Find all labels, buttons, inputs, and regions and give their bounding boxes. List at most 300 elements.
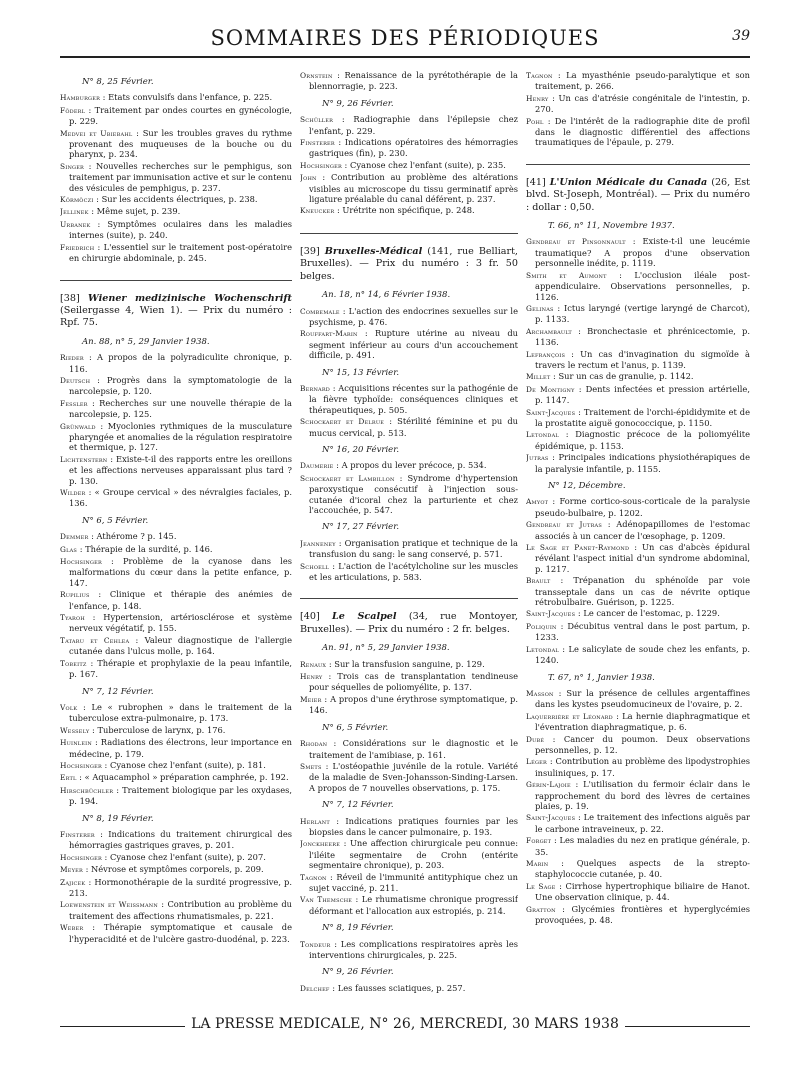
- article-title: Athérome ? p. 145.: [96, 531, 177, 542]
- article-author: Rupilius: [60, 590, 90, 600]
- article-title: Ictus laryngé (vertige laryngé de Charcot), p. 1133.: [535, 302, 750, 325]
- article-entry: Rupilius : Clinique et thérapie des anémies de l'enfance, p. 148.: [60, 589, 292, 611]
- article-author: Huinlein: [60, 738, 92, 748]
- article-author: Wilder: [60, 488, 86, 497]
- article-entry: Singer : Nouvelles recherches sur le pemphigus, son traitement par immunisation active et sur le contenu des vésicules de pemphigus, p. 237.: [60, 160, 292, 193]
- article-title: La hernie diaphragmatique et l'éventration diaphragmatique, p. 6.: [535, 710, 750, 733]
- issue-heading: An. 18, n° 14, 6 Février 1938.: [322, 290, 451, 301]
- journal-number: [39]: [300, 245, 320, 257]
- issue-heading: N° 9, 26 Février.: [322, 967, 394, 978]
- article-title: Même sujet, p. 239.: [96, 206, 181, 217]
- article-author: John: [300, 173, 317, 183]
- article-title: A propos de la polyradiculite chronique, p. 116.: [69, 352, 292, 374]
- footer-text-wrap: [60, 1016, 750, 1032]
- issue-heading: N° 8, 19 Février.: [82, 813, 154, 824]
- article-title: Le « rubrophen » dans le traitement de la tuberculose extra-pulmonaire, p. 173.: [69, 701, 292, 724]
- article-entry: Renaux : Sur la transfusion sanguine, p. 129.: [300, 658, 485, 669]
- article-entry: Schüller : Radiographie dans l'épilepsie chez l'enfant, p. 229.: [300, 114, 518, 136]
- article-entry: Demmer : Athérome ? p. 145.: [60, 531, 177, 542]
- article-entry: Letondal : Le salicylate de soude chez les enfants, p. 1240.: [526, 643, 750, 666]
- article-author: Gendreau et Jutras: [526, 520, 602, 530]
- article-title: « Aquacamphol » préparation camphrée, p. 192.: [84, 772, 289, 783]
- journal-heading: [60, 293, 292, 330]
- article-entry: Gelinas : Ictus laryngé (vertige laryngé de Charcot), p. 1133.: [526, 302, 750, 325]
- article-entry: Le Sage et Panet-Raymond : Un cas d'abcès épidural révélant l'aspect initial d'un syndrome abdominal, p. 1217.: [526, 542, 750, 574]
- article-author: Ornstein: [300, 71, 333, 80]
- article-title: Le salicylate de soude chez les enfants, p. 1240.: [535, 643, 750, 666]
- article-entry: Kneucker : Urétrite non spécifique, p. 248.: [300, 205, 475, 216]
- article-author: Urbanek: [60, 219, 91, 229]
- article-title: L'ostéopathie juvénile de la rotule. Variété de la maladie de Sven-Johansson-Sinding-Larsen. A propos de 7 nouvelles observations, p. 175.: [309, 760, 518, 793]
- article-author: Rhodan: [300, 739, 328, 749]
- article-title: Sur un cas de granulie, p. 1142.: [558, 371, 694, 382]
- article-title: Contribution au problème du traitement des affections rhumatismales, p. 221.: [69, 899, 292, 921]
- article-author: Volk: [60, 702, 78, 712]
- article-author: Fessler: [60, 398, 88, 408]
- issue-heading: N° 17, 27 Février.: [322, 522, 400, 533]
- article-author: Van Themsche: [300, 895, 353, 905]
- article-author: Grünwald: [60, 421, 96, 431]
- article-author: Rieder: [60, 353, 84, 363]
- article-title: Un cas d'invagination du sigmoïde à travers le rectum et l'anus, p. 1139.: [535, 348, 750, 370]
- issue-heading: N° 6, 5 Février.: [322, 722, 389, 733]
- article-title: Radiations des électrons, leur importance en médecine, p. 179.: [69, 737, 292, 759]
- article-entry: Gratton : Glycémies frontières et hyperglycémies provoquées, p. 48.: [526, 903, 750, 926]
- article-entry: Hochsinger : Cyanose chez l'enfant (suite), p. 207.: [60, 851, 266, 862]
- article-author: Jonckheere: [300, 839, 341, 849]
- article-title: Sur les accidents électriques, p. 238.: [101, 194, 258, 205]
- article-entry: Fessler : Recherches sur une nouvelle thérapie de la narcolepsie, p. 125.: [60, 397, 292, 420]
- article-entry: Smith et Aumont : L'occlusion iléale post-appendiculaire. Observations personnelles, p. 1126.: [526, 269, 750, 302]
- article-author: Herlant: [300, 816, 330, 826]
- article-author: Loewenstein et Weissmann: [60, 900, 158, 910]
- article-entry: Meyer : Névrose et symptômes corporels, p. 209.: [60, 864, 264, 875]
- issue-heading: N° 7, 12 Février.: [82, 686, 154, 697]
- article-author: Lefrançois: [526, 349, 566, 359]
- article-entry: Saint-Jacques : Le cancer de l'estomac, p. 1229.: [526, 608, 720, 619]
- article-title: Bronchectasie et phrénicectomie, p. 1136.: [535, 325, 750, 348]
- journal-details: (141, rue Belliart, Bruxelles). — Prix du numéro : 3 fr. 50 belges.: [300, 245, 518, 282]
- article-entry: Daumerie : A propos du lever précoce, p. 534.: [300, 460, 487, 471]
- article-entry: Hochsinger : Cyanose chez l'enfant (suite), p. 235.: [300, 159, 506, 170]
- article-author: Pohl: [526, 116, 544, 126]
- article-entry: Herlant : Indications pratiques fournies par les biopsies dans le cancer pulmonaire, p. 193.: [300, 815, 518, 837]
- article-author: Jutras: [526, 453, 549, 463]
- article-title: Stérilité féminine et pu du mucus cervical, p. 513.: [309, 416, 518, 438]
- article-entry: Jellinek : Même sujet, p. 239.: [60, 206, 181, 217]
- page-number: 39: [732, 28, 750, 44]
- article-title: Problème de la cyanose dans les malformations du cœur dans la petite enfance, p. 147.: [69, 556, 292, 588]
- issue-heading: T. 66, n° 11, Novembre 1937.: [548, 221, 675, 232]
- article-title: Une affection chirurgicale peu connue: l'iléite segmentaire de Crohn (entérite segmentaire chronique), p. 203.: [309, 838, 518, 871]
- article-entry: Rouffart-Marin : Rupture utérine au niveau du segment inférieur au cours d'un accouchement difficile, p. 491.: [300, 328, 518, 361]
- article-entry: Loewenstein et Weissmann : Contribution au problème du traitement des affections rhumatismales, p. 221.: [60, 899, 292, 921]
- footer-text: LA PRESSE MEDICALE, N° 26, MERCREDI, 30 MARS 1938: [185, 1016, 625, 1032]
- article-author: Archambault: [526, 326, 572, 336]
- article-author: Le Sage et Panet-Raymond: [526, 543, 630, 553]
- periodical-page: [60, 18, 750, 1025]
- article-title: La myasthénie pseudo-paralytique et son traitement, p. 266.: [535, 70, 750, 92]
- article-title: Progrès dans la symptomatologie de la narcolepsie, p. 120.: [69, 374, 292, 397]
- article-author: Tyaroh: [60, 613, 85, 623]
- article-title: L'utilisation du fermoir éclair dans le rapprochement du bord des lèvres de certaines plaies, p. 19.: [535, 779, 750, 811]
- journal-name: Le Scalpel: [332, 611, 397, 623]
- article-entry: Föderl : Traitement par ondes courtes en gynécologie, p. 229.: [60, 104, 292, 127]
- article-entry: Lefrançois : Un cas d'invagination du sigmoïde à travers le rectum et l'anus, p. 1139.: [526, 348, 750, 370]
- article-author: Saint-Jacques: [526, 609, 576, 619]
- journal-name: Wiener medizinische Wochenschrift: [87, 292, 292, 304]
- article-entry: Marin : Quelques aspects de la strepto-staphylococcie cutanée, p. 40.: [526, 858, 750, 880]
- article-author: Gelinas: [526, 303, 554, 313]
- article-entry: Poliquin : Décubitus ventral dans le post partum, p. 1233.: [526, 620, 750, 643]
- article-title: Myoclonies rythmiques de la musculature pharyngée et anomalies de la régulation respiratoire et thermique, p. 127.: [69, 420, 292, 453]
- article-title: Quelques aspects de la strepto-staphylococcie cutanée, p. 40.: [535, 858, 750, 880]
- article-author: Schüller: [300, 115, 334, 125]
- article-author: Tagnon: [526, 71, 553, 80]
- article-title: Les maladies du nez en pratique générale, p. 35.: [535, 835, 750, 857]
- article-author: Millet: [526, 372, 551, 382]
- issue-heading: An. 88, n° 5, 29 Janvier 1938.: [82, 336, 210, 347]
- issue-heading: N° 9, 26 Février.: [322, 98, 394, 109]
- article-author: Combemale: [300, 306, 340, 316]
- article-title: Adénopapillomes de l'estomac associés à un cancer de l'œsophage, p. 1209.: [535, 519, 750, 541]
- column-3: [526, 70, 750, 1025]
- article-author: Meier: [300, 694, 322, 704]
- article-author: Poliquin: [526, 621, 557, 631]
- article-entry: Medvei et Ubiebahl : Sur les troubles graves du rythme provenant des muqueuses de la bouche ou du pharynx, p. 234.: [60, 127, 292, 160]
- article-entry: Schockaert et Lambillon : Syndrome d'hypertension paroxystique consécutif à l'injection sous-cutanée d'icoral chez la parturiente et chez l'accouchée, p. 547.: [300, 472, 518, 515]
- article-title: Traitement biologique par les oxydases, p. 194.: [69, 784, 292, 807]
- article-author: Hochsinger: [60, 760, 102, 770]
- issue-heading: T. 67, n° 1, Janvier 1938.: [548, 672, 655, 683]
- article-title: Indications pratiques fournies par les biopsies dans le cancer pulmonaire, p. 193.: [309, 815, 518, 837]
- article-entry: Zajicek : Hormonothérapie de la surdité progressive, p. 213.: [60, 876, 292, 898]
- article-entry: John : Contribution au problème des altérations visibles au microscope du tissu germinatif après ligature préalable du canal déférent, p. 237.: [300, 172, 518, 205]
- article-entry: Schockaert et Delrue : Stérilité féminine et pu du mucus cervical, p. 513.: [300, 416, 518, 438]
- article-entry: Ertl : « Aquacamphol » préparation camphrée, p. 192.: [60, 772, 289, 783]
- article-entry: De Montigny : Dents infectées et pression artérielle, p. 1147.: [526, 383, 750, 406]
- article-entry: Urbanek : Symptômes oculaires dans les maladies internes (suite), p. 240.: [60, 218, 292, 241]
- article-title: Renaissance de la pyrétothérapie de la blennorragie, p. 223.: [309, 70, 518, 92]
- journal-heading: [300, 611, 518, 636]
- journal-number: [40]: [300, 611, 320, 623]
- article-entry: Volk : Le « rubrophen » dans le traitement de la tuberculose extra-pulmonaire, p. 173.: [60, 701, 292, 724]
- article-title: Radiographie dans l'épilepsie chez l'enfant, p. 229.: [309, 114, 518, 136]
- article-author: Dubé: [526, 734, 545, 744]
- article-title: Valeur diagnostique de l'allergie cutanée dans l'ulcus molle, p. 164.: [69, 634, 292, 657]
- article-author: Tataru et Cehlea: [60, 635, 130, 645]
- article-entry: Huinlein : Radiations des électrons, leur importance en médecine, p. 179.: [60, 737, 292, 759]
- article-title: Glycémies frontières et hyperglycémies provoquées, p. 48.: [535, 903, 750, 926]
- article-author: Deutsch: [60, 375, 91, 385]
- article-entry: Jutras : Principales indications physiothérapiques de la paralysie infantile, p. 1155.: [526, 452, 750, 474]
- article-entry: Jeanneney : Organisation pratique et technique de la transfusion du sang: le sang conservé, p. 571.: [300, 537, 518, 560]
- article-author: Tobeitz: [60, 658, 87, 668]
- article-author: Smets: [300, 761, 322, 771]
- journal-details: (Seilergasse 4, Wien 1). — Prix du numéro : Rpf. 75.: [60, 304, 292, 329]
- journal-number: [41]: [526, 176, 546, 188]
- article-entry: Dubé : Cancer du poumon. Deux observations personnelles, p. 12.: [526, 733, 750, 755]
- page-header: [60, 18, 750, 58]
- article-title: Etats convulsifs dans l'enfance, p. 225.: [108, 92, 273, 103]
- article-title: Névrose et symptômes corporels, p. 209.: [91, 864, 264, 875]
- article-author: Gérin-Lajoie: [526, 780, 571, 790]
- article-title: Cyanose chez l'enfant (suite), p. 207.: [110, 851, 266, 862]
- article-entry: Tobeitz : Thérapie et prophylaxie de la peau infantile, p. 167.: [60, 657, 292, 680]
- article-author: Amyot: [526, 497, 549, 507]
- article-entry: Forget : Les maladies du nez en pratique générale, p. 35.: [526, 835, 750, 857]
- article-entry: Delchef : Les fausses sciatiques, p. 257.: [300, 982, 466, 993]
- article-entry: Jonckheere : Une affection chirurgicale peu connue: l'iléite segmentaire de Crohn (entérite segmentaire chronique), p. 203.: [300, 838, 518, 871]
- article-title: Symptômes oculaires dans les maladies internes (suite), p. 240.: [69, 218, 292, 241]
- article-author: Hochsinger: [60, 852, 102, 862]
- issue-heading: N° 7, 12 Février.: [322, 800, 394, 811]
- article-author: Gratton: [526, 904, 556, 914]
- article-entry: Tagnon : Réveil de l'immunité antityphique chez un sujet vacciné, p. 211.: [300, 871, 518, 893]
- article-author: Tondeur: [300, 939, 331, 949]
- article-entry: Pohl : De l'intérêt de la radiographie dite de profil dans le diagnostic différentiel des affections traumatiques de l'épaule, p. 279.: [526, 115, 750, 148]
- journal-details: (34, rue Montoyer, Bruxelles). — Prix du numéro : 2 fr. belges.: [300, 611, 518, 635]
- article-author: Singer: [60, 161, 85, 171]
- article-title: L'occlusion iléale post-appendiculaire. Observations personnelles, p. 1126.: [535, 269, 750, 302]
- article-entry: Gérin-Lajoie : L'utilisation du fermoir éclair dans le rapprochement du bord des lèvres de certaines plaies, p. 19.: [526, 779, 750, 811]
- article-title: Thérapie et prophylaxie de la peau infantile, p. 167.: [69, 657, 292, 680]
- article-author: Masson: [526, 688, 554, 698]
- article-entry: Brault : Trépanation du sphénoïde par voie transseptale dans un cas de névrite optique rétrobulbaire. Guérison, p. 1225.: [526, 575, 750, 608]
- article-title: Dents infectées et pression artérielle, p. 1147.: [535, 383, 750, 406]
- article-title: Trépanation du sphénoïde par voie transseptale dans un cas de névrite optique rétrobulbaire. Guérison, p. 1225.: [535, 575, 750, 608]
- article-entry: Lichtenstern : Existe-t-il des rapports entre les oreillons et les affections nerveuses apparaissant plus tard ? p. 130.: [60, 453, 292, 486]
- article-author: Henry: [526, 93, 549, 103]
- article-entry: Saint-Jacques : Le traitement des infections aiguës par le carbone intraveineux, p. 22.: [526, 812, 750, 834]
- article-title: Le traitement des infections aiguës par le carbone intraveineux, p. 22.: [535, 812, 750, 834]
- article-title: L'action des endocrines sexuelles sur le psychisme, p. 476.: [309, 305, 518, 327]
- article-entry: Hochsinger : Problème de la cyanose dans les malformations du cœur dans la petite enfance, p. 147.: [60, 556, 292, 588]
- article-title: Acquisitions récentes sur la pathogénie de la fièvre typhoïde: conséquences cliniques et thérapeutiques, p. 505.: [309, 382, 518, 415]
- issue-heading: An. 91, n° 5, 29 Janvier 1938.: [322, 643, 450, 654]
- article-title: Les complications respiratoires après les interventions chirurgicales, p. 225.: [309, 938, 518, 960]
- issue-heading: N° 12, Décembre.: [548, 481, 626, 491]
- article-entry: Meier : A propos d'une érythrose symptomatique, p. 146.: [300, 693, 518, 716]
- article-entry: Masson : Sur la présence de cellules argentaffines dans les kystes pseudomucineux de l'ovaire, p. 2.: [526, 687, 750, 710]
- article-author: Jeanneney: [300, 538, 336, 548]
- article-title: Traitement de l'orchi-épididymite et de la prostatite aiguë gonococcique, p. 1150.: [535, 406, 750, 428]
- article-entry: Tataru et Cehlea : Valeur diagnostique de l'allergie cutanée dans l'ulcus molle, p. 164.: [60, 634, 292, 657]
- article-entry: Bernard : Acquisitions récentes sur la pathogénie de la fièvre typhoïde: conséquences cliniques et thérapeutiques, p. 505.: [300, 382, 518, 415]
- article-author: Smith et Aumont: [526, 270, 607, 280]
- article-title: Indications opératoires des hémorragies gastriques (fin), p. 230.: [309, 137, 518, 159]
- issue-heading: N° 15, 13 Février.: [322, 367, 400, 378]
- article-entry: Archambault : Bronchectasie et phrénicectomie, p. 1136.: [526, 325, 750, 348]
- article-entry: Combemale : L'action des endocrines sexuelles sur le psychisme, p. 476.: [300, 305, 518, 327]
- article-entry: Tyaroh : Hypertension, artériosclérose et système nerveux végétatif, p. 155.: [60, 612, 292, 634]
- article-author: De Montigny: [526, 384, 575, 394]
- article-author: Schockaert et Delrue: [300, 417, 385, 427]
- article-entry: Wilder : « Groupe cervical » des névralgies faciales, p. 136.: [60, 487, 292, 509]
- page-footer: [60, 1016, 750, 1036]
- issue-heading: N° 8, 25 Février.: [82, 77, 154, 87]
- article-entry: Schoell : L'action de l'acétylcholine sur les muscles et les articulations, p. 583.: [300, 560, 518, 583]
- journal-name: L'Union Médicale du Canada: [549, 176, 708, 188]
- article-entry: Gendreau et Pinsonnault : Existe-t-il une leucémie traumatique? A propos d'une observation personnelle inédite, p. 1119.: [526, 236, 750, 269]
- article-entry: Weber : Thérapie symptomatique et causale de l'hyperacidité et de l'ulcère gastro-duodénal, p. 223.: [60, 922, 292, 944]
- article-author: Körmöczi: [60, 195, 94, 205]
- article-entry: Amyot : Forme cortico-sous-corticale de la paralysie pseudo-bulbaire, p. 1202.: [526, 496, 750, 518]
- article-author: Marin: [526, 859, 549, 868]
- article-author: Zajicek: [60, 877, 86, 887]
- article-entry: Tondeur : Les complications respiratoires après les interventions chirurgicales, p. 225.: [300, 938, 518, 960]
- article-title: De l'intérêt de la radiographie dite de profil dans le diagnostic différentiel des affections traumatiques de l'épaule, p. 279.: [535, 115, 750, 148]
- article-entry: Finsterer : Indications du traitement chirurgical des hémorragies gastriques graves, p. 201.: [60, 828, 292, 851]
- article-author: Hochsinger: [60, 557, 102, 567]
- article-title: L'essentiel sur le traitement post-opératoire en chirurgie abdominale, p. 245.: [69, 241, 292, 264]
- article-author: Hochsinger: [300, 160, 342, 170]
- article-author: Föderl: [60, 105, 86, 115]
- article-title: Urétrite non spécifique, p. 248.: [342, 205, 475, 216]
- section-divider: [60, 280, 292, 281]
- article-title: Forme cortico-sous-corticale de la paralysie pseudo-bulbaire, p. 1202.: [535, 496, 750, 518]
- article-title: Cirrhose hypertrophique biliaire de Hanot. Une observation clinique, p. 44.: [535, 880, 750, 903]
- issue-heading: N° 8, 19 Février.: [322, 923, 394, 934]
- article-title: Réveil de l'immunité antityphique chez un sujet vacciné, p. 211.: [309, 871, 518, 893]
- article-entry: Friedrich : L'essentiel sur le traitement post-opératoire en chirurgie abdominale, p. 245.: [60, 241, 292, 264]
- page-title: SOMMAIRES DES PÉRIODIQUES: [210, 26, 600, 50]
- article-entry: Tagnon : La myasthénie pseudo-paralytique et son traitement, p. 266.: [526, 70, 750, 92]
- article-entry: Léger : Contribution au problème des lipodystrophies insuliniques, p. 17.: [526, 756, 750, 778]
- article-entry: Grünwald : Myoclonies rythmiques de la musculature pharyngée et anomalies de la régulation respiratoire et thermique, p. 127.: [60, 420, 292, 453]
- article-author: Finsterer: [60, 829, 95, 839]
- article-title: Un cas d'atrésie congénitale de l'intestin, p. 270.: [535, 92, 750, 115]
- article-title: Syndrome d'hypertension paroxystique consécutif à l'injection sous-cutanée d'icoral chez la parturiente et chez l'accouchée, p. 547.: [309, 472, 518, 515]
- article-title: Nouvelles recherches sur le pemphigus, son traitement par immunisation active et sur le contenu des vésicules de pemphigus, p. 237.: [69, 160, 292, 193]
- article-entry: Hochsinger : Cyanose chez l'enfant (suite), p. 181.: [60, 759, 266, 770]
- article-author: Kneucker: [300, 206, 335, 216]
- article-title: Hormonothérapie de la surdité progressive, p. 213.: [69, 876, 292, 898]
- article-entry: Hamburger : Etats convulsifs dans l'enfance, p. 225.: [60, 92, 273, 103]
- article-entry: Rieder : A propos de la polyradiculite chronique, p. 116.: [60, 352, 292, 374]
- article-title: Cyanose chez l'enfant (suite), p. 181.: [110, 759, 266, 770]
- article-author: Weber: [60, 923, 84, 933]
- journal-name: Bruxelles-Médical: [324, 245, 423, 257]
- article-title: Principales indications physiothérapiques de la paralysie infantile, p. 1155.: [535, 452, 750, 474]
- article-title: Le rhumatisme chronique progressif déformant et l'allocation aux estropiés, p. 214.: [309, 894, 518, 916]
- column-1: [60, 70, 292, 1025]
- article-author: Renaux: [300, 659, 327, 669]
- article-title: Les fausses sciatiques, p. 257.: [337, 982, 466, 993]
- article-title: Recherches sur une nouvelle thérapie de la narcolepsie, p. 125.: [69, 397, 292, 420]
- article-author: Letondal: [526, 430, 559, 440]
- article-title: Trois cas de transplantation tendineuse pour séquelles de poliomyélite, p. 137.: [309, 671, 518, 693]
- article-title: Traitement par ondes courtes en gynécologie, p. 229.: [69, 104, 292, 127]
- article-author: Tagnon: [300, 872, 327, 882]
- article-author: Saint-Jacques: [526, 407, 576, 417]
- article-entry: Van Themsche : Le rhumatisme chronique progressif déformant et l'allocation aux estropiés, p. 214.: [300, 894, 518, 916]
- article-author: Wessely: [60, 725, 90, 735]
- article-title: Diagnostic précoce de la poliomyélite épidémique, p. 1153.: [535, 429, 750, 451]
- article-title: L'action de l'acétylcholine sur les muscles et les articulations, p. 583.: [309, 560, 518, 583]
- article-author: Letondal: [526, 644, 559, 654]
- article-title: Organisation pratique et technique de la transfusion du sang: le sang conservé, p. 571.: [309, 537, 518, 560]
- journal-number: [38]: [60, 292, 80, 304]
- section-divider: [300, 233, 518, 234]
- article-title: A propos d'une érythrose symptomatique, p. 146.: [309, 693, 518, 716]
- columns-container: [60, 70, 750, 1025]
- article-author: Finsterer: [300, 138, 335, 148]
- article-title: Sur les troubles graves du rythme provenant des muqueuses de la bouche ou du pharynx, p. 234.: [69, 127, 292, 160]
- column-2: [300, 70, 518, 1025]
- article-author: Hamburger: [60, 93, 101, 103]
- article-entry: Glas : Thérapie de la surdité, p. 146.: [60, 543, 213, 554]
- article-author: Henry: [300, 672, 323, 682]
- article-title: Sur la transfusion sanguine, p. 129.: [334, 658, 485, 669]
- article-author: Daumerie: [300, 461, 334, 471]
- article-title: Le cancer de l'estomac, p. 1229.: [583, 608, 720, 619]
- article-author: Hirschbüchler: [60, 785, 114, 795]
- article-author: Rouffart-Marin: [300, 329, 358, 339]
- article-author: Schoell: [300, 561, 330, 571]
- article-entry: Saint-Jacques : Traitement de l'orchi-épididymite et de la prostatite aiguë gonococcique, p. 1150.: [526, 406, 750, 428]
- article-author: Glas: [60, 544, 78, 554]
- article-author: Bernard: [300, 383, 331, 393]
- article-title: Un cas d'abcès épidural révélant l'aspect initial d'un syndrome abdominal, p. 1217.: [535, 542, 750, 574]
- article-title: Thérapie de la surdité, p. 146.: [85, 543, 213, 554]
- article-author: Brault: [526, 576, 551, 586]
- article-author: Le Sage: [526, 881, 556, 891]
- article-title: Existe-t-il des rapports entre les oreillons et les affections nerveuses apparaissant plus tard ? p. 130.: [69, 453, 292, 486]
- journal-heading: [300, 246, 518, 283]
- article-title: Considérations sur le diagnostic et le traitement de l'amibiase, p. 161.: [309, 738, 518, 760]
- article-author: Jellinek: [60, 207, 89, 217]
- article-title: Thérapie symptomatique et causale de l'hyperacidité et de l'ulcère gastro-duodénal, p. 223.: [69, 922, 292, 944]
- article-author: Ertl: [60, 773, 77, 783]
- article-author: Léger: [526, 757, 547, 767]
- section-divider: [526, 164, 750, 165]
- article-author: Schockaert et Lambillon: [300, 473, 395, 483]
- article-title: Indications du traitement chirurgical des hémorragies gastriques graves, p. 201.: [69, 828, 292, 851]
- article-entry: Letondal : Diagnostic précoce de la poliomyélite épidémique, p. 1153.: [526, 429, 750, 451]
- article-title: Cyanose chez l'enfant (suite), p. 235.: [350, 159, 506, 170]
- article-title: Sur la présence de cellules argentaffines dans les kystes pseudomucineux de l'ovaire, p. 2.: [535, 687, 750, 710]
- issue-heading: N° 16, 20 Février.: [322, 444, 400, 455]
- article-title: Clinique et thérapie des anémies de l'enfance, p. 148.: [69, 589, 292, 611]
- article-title: Contribution au problème des altérations visibles au microscope du tissu germinatif après ligature préalable du canal déférent, p. 237.: [309, 172, 518, 205]
- article-title: Cancer du poumon. Deux observations personnelles, p. 12.: [535, 733, 750, 755]
- article-entry: Ornstein : Renaissance de la pyrétothérapie de la blennorragie, p. 223.: [300, 70, 518, 92]
- article-author: Lichtenstern: [60, 454, 108, 464]
- article-author: Demmer: [60, 532, 89, 542]
- article-entry: Finsterer : Indications opératoires des hémorragies gastriques (fin), p. 230.: [300, 137, 518, 159]
- article-entry: Laquerrière et Léonard : La hernie diaphragmatique et l'éventration diaphragmatique, p. 6.: [526, 710, 750, 733]
- article-title: A propos du lever précoce, p. 534.: [341, 460, 487, 471]
- article-title: « Groupe cervical » des névralgies faciales, p. 136.: [69, 487, 292, 509]
- article-author: Forget: [526, 836, 552, 846]
- article-author: Medvei et Ubiebahl: [60, 128, 133, 138]
- article-title: Rupture utérine au niveau du segment inférieur au cours d'un accouchement difficile, p. 491.: [309, 328, 518, 361]
- article-entry: Henry : Trois cas de transplantation tendineuse pour séquelles de poliomyélite, p. 137.: [300, 671, 518, 693]
- article-entry: Smets : L'ostéopathie juvénile de la rotule. Variété de la maladie de Sven-Johansson-Sinding-Larsen. A propos de 7 nouvelles observations, p. 175.: [300, 760, 518, 793]
- article-author: Friedrich: [60, 242, 95, 252]
- article-entry: Wessely : Tuberculose de larynx, p. 176.: [60, 724, 226, 735]
- article-author: Saint-Jacques: [526, 813, 576, 823]
- journal-heading: [526, 177, 750, 214]
- article-entry: Henry : Un cas d'atrésie congénitale de l'intestin, p. 270.: [526, 92, 750, 115]
- article-author: Gendreau et Pinsonnault: [526, 237, 626, 247]
- article-title: Existe-t-il une leucémie traumatique? A propos d'une observation personnelle inédite, p. 1119.: [535, 236, 750, 269]
- issue-heading: N° 6, 5 Février.: [82, 515, 149, 526]
- article-author: Laquerrière et Léonard: [526, 711, 613, 721]
- article-author: Delchef: [300, 983, 330, 993]
- article-author: Meyer: [60, 865, 83, 875]
